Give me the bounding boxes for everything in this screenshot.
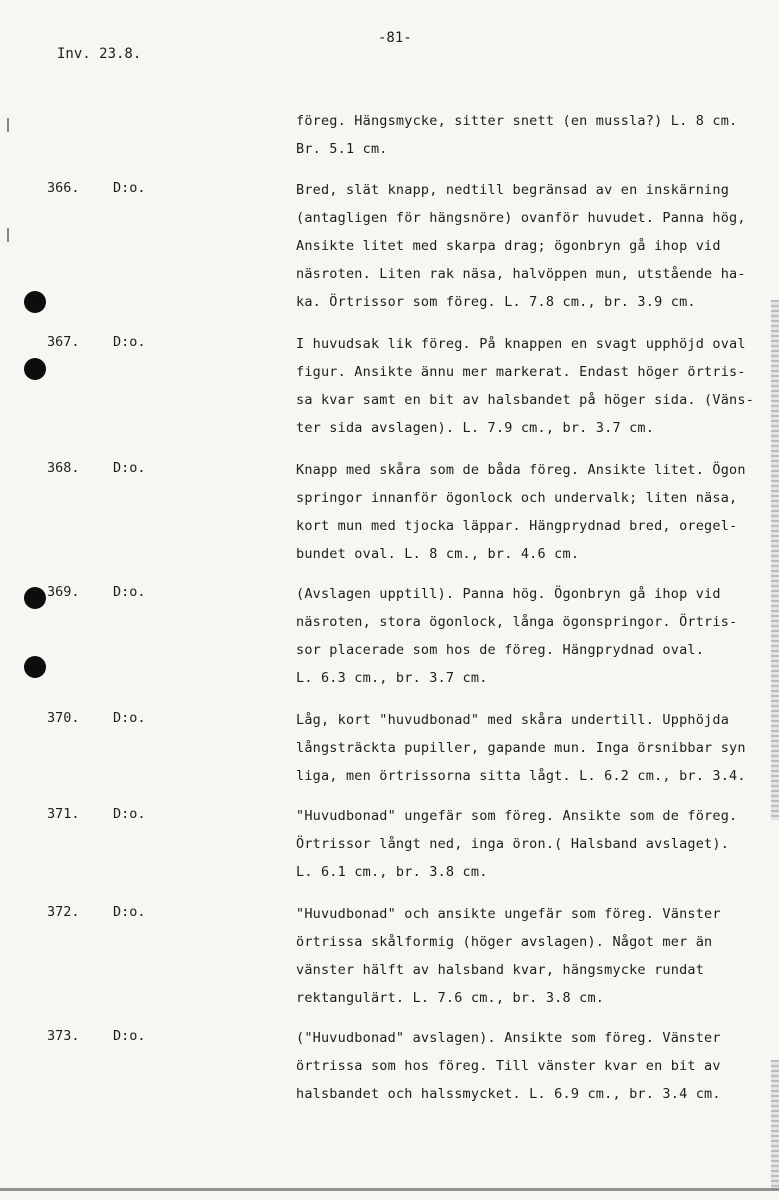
text-line: Örtrissor långt ned, inga öron.( Halsband avslaget).	[296, 836, 730, 852]
punch-hole	[24, 291, 46, 313]
entry-description	[296, 584, 746, 696]
entry-number: 370.	[47, 710, 80, 726]
entry-number: 371.	[47, 806, 80, 822]
text-line: Ansikte litet med skarpa drag; ögonbryn gå ihop vid	[296, 238, 721, 254]
entry-number: 373.	[47, 1028, 80, 1044]
entry-ref: D:o.	[113, 334, 146, 350]
entry-ref: D:o.	[113, 806, 146, 822]
margin-mark	[7, 118, 9, 132]
text-line: liga, men örtrissorna sitta lågt. L. 6.2 cm., br. 3.4.	[296, 768, 746, 784]
text-line: vänster hälft av halsband kvar, hängsmycke rundat	[296, 962, 705, 978]
text-line: örtrissa som hos föreg. Till vänster kvar en bit av	[296, 1058, 721, 1074]
text-line: näsroten. Liten rak näsa, halvöppen mun, utstående ha-	[296, 266, 746, 282]
text-line: ka. Örtrissor som föreg. L. 7.8 cm., br. 3.9 cm.	[296, 294, 696, 310]
entry-number: 367.	[47, 334, 80, 350]
bottom-rule	[0, 1188, 779, 1191]
text-line: rektangulärt. L. 7.6 cm., br. 3.8 cm.	[296, 990, 605, 1006]
scan-edge	[771, 300, 779, 820]
text-line: L. 6.1 cm., br. 3.8 cm.	[296, 864, 488, 880]
entry-ref: D:o.	[113, 180, 146, 196]
entry-number: 368.	[47, 460, 80, 476]
entry-number: 369.	[47, 584, 80, 600]
entry-number: 372.	[47, 904, 80, 920]
entry-description	[296, 1028, 746, 1112]
text-line: kort mun med tjocka läppar. Hängprydnad bred, oregel-	[296, 518, 738, 534]
entry-ref: D:o.	[113, 460, 146, 476]
text-line: sa kvar samt en bit av halsbandet på höger sida. (Väns-	[296, 392, 755, 408]
entry-description	[296, 180, 746, 320]
entry-ref: D:o.	[113, 584, 146, 600]
entry-ref: D:o.	[113, 710, 146, 726]
text-line: föreg. Hängsmycke, sitter snett (en mussla?) L. 8 cm.	[296, 113, 738, 129]
entry-description	[296, 460, 746, 572]
text-line: Låg, kort "huvudbonad" med skåra undertill. Upphöjda	[296, 712, 730, 728]
text-line: långsträckta pupiller, gapande mun. Inga örsnibbar syn	[296, 740, 746, 756]
text-line: Bred, slät knapp, nedtill begränsad av en inskärning	[296, 182, 730, 198]
punch-hole	[24, 358, 46, 380]
text-line: I huvudsak lik föreg. På knappen en svagt upphöjd oval	[296, 336, 746, 352]
page-number: -81-	[378, 30, 412, 46]
entry-description	[296, 334, 755, 446]
text-line: springor innanför ögonlock och undervalk; liten näsa,	[296, 490, 738, 506]
text-line: bundet oval. L. 8 cm., br. 4.6 cm.	[296, 546, 580, 562]
text-line: näsroten, stora ögonlock, långa ögonspringor. Örtris-	[296, 614, 738, 630]
entry-ref: D:o.	[113, 1028, 146, 1044]
entry-description	[296, 710, 746, 794]
entry-number: 366.	[47, 180, 80, 196]
text-line: "Huvudbonad" och ansikte ungefär som föreg. Vänster	[296, 906, 721, 922]
text-line: sor placerade som hos de föreg. Hängprydnad oval.	[296, 642, 705, 658]
text-line: ter sida avslagen). L. 7.9 cm., br. 3.7 cm.	[296, 420, 655, 436]
text-line: L. 6.3 cm., br. 3.7 cm.	[296, 670, 488, 686]
text-line: örtrissa skålformig (höger avslagen). Något mer än	[296, 934, 713, 950]
text-line: figur. Ansikte ännu mer markerat. Endast höger örtris-	[296, 364, 746, 380]
text-line: Br. 5.1 cm.	[296, 141, 388, 157]
text-line: ("Huvudbonad" avslagen). Ansikte som föreg. Vänster	[296, 1030, 721, 1046]
entry-description	[296, 806, 746, 890]
text-line: (antagligen för hängsnöre) ovanför huvudet. Panna hög,	[296, 210, 746, 226]
margin-mark	[7, 228, 9, 242]
scan-edge	[771, 1060, 779, 1190]
text-line: "Huvudbonad" ungefär som föreg. Ansikte som de föreg.	[296, 808, 738, 824]
entry-description	[296, 904, 746, 1016]
text-line: halsbandet och halssmycket. L. 6.9 cm., br. 3.4 cm.	[296, 1086, 721, 1102]
inventory-number: Inv. 23.8.	[57, 46, 142, 62]
text-line: Knapp med skåra som de båda föreg. Ansikte litet. Ögon	[296, 462, 746, 478]
punch-hole	[24, 587, 46, 609]
punch-hole	[24, 656, 46, 678]
entry-ref: D:o.	[113, 904, 146, 920]
text-line: (Avslagen upptill). Panna hög. Ögonbryn gå ihop vid	[296, 586, 721, 602]
